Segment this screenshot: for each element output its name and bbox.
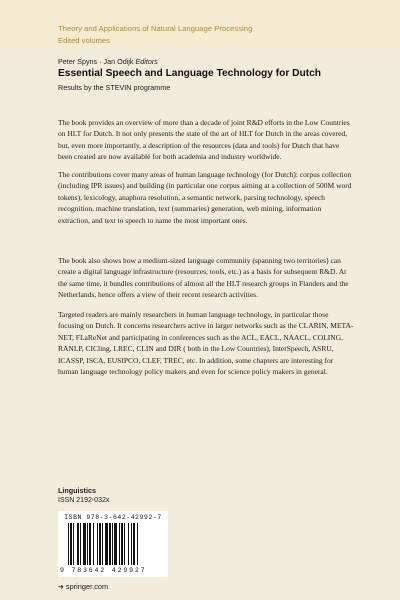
barcode-bar bbox=[105, 523, 108, 565]
subject-category: Linguistics bbox=[58, 486, 96, 495]
barcode-bar bbox=[114, 523, 117, 565]
barcode-bar bbox=[131, 523, 132, 565]
barcode-bar bbox=[80, 523, 81, 565]
blurb-paragraph-1: The book provides an overview of more than a decade of joint R&D efforts in the Low Countries on HLT for Dutch. It not only presents the state of the art of HLT for Dutch in the areas covered, but, even more importantly, a description of the resources (data and tools) for Dutch that have been created are now available for both academia and industry worldwide. bbox=[58, 118, 350, 162]
barcode-bar bbox=[137, 523, 138, 565]
barcode-icon bbox=[68, 523, 158, 567]
book-title: Essential Speech and Language Technology for Dutch bbox=[58, 68, 322, 79]
editor-names: Peter Spyns · Jan Odijk bbox=[58, 57, 134, 66]
barcode-bar bbox=[70, 523, 72, 565]
barcode-bar bbox=[68, 523, 69, 565]
blurb-paragraph-3: The book also shows how a medium-sized language community (spanning two territories) can create a digital language infrastructure (resources, tools, etc.) as a basis for subsequent R&D. At the same time, it bundles contributions of almost all the HLT research groups in Flanders and the Netherlands, hence offers a view of their recent research activities. bbox=[58, 256, 349, 300]
barcode-bar bbox=[102, 523, 103, 565]
arrow-icon: ➜ bbox=[58, 584, 64, 591]
barcode-bar bbox=[93, 523, 94, 565]
publisher-url-text: springer.com bbox=[65, 582, 109, 591]
ean-number: 9 783642 429927 bbox=[60, 567, 147, 574]
barcode-bar bbox=[109, 523, 111, 565]
barcode-box bbox=[58, 511, 168, 577]
book-subtitle: Results by the STEVIN programme bbox=[58, 83, 171, 92]
barcode-bar bbox=[87, 523, 88, 565]
editors-role: Editors bbox=[135, 57, 158, 66]
barcode-bar bbox=[77, 523, 79, 565]
series-title: Theory and Applications of Natural Language Processing bbox=[58, 24, 253, 33]
barcode-bar bbox=[119, 523, 120, 565]
barcode-bar bbox=[112, 523, 113, 565]
editors-line bbox=[58, 57, 158, 66]
series-header bbox=[0, 0, 400, 48]
blurb-paragraph-4: Targeted readers are mainly researchers in human language technology, in particular those focusing on Dutch. It concerns researchers active in larger networks such as the CLARIN, META-NET, FLaReNet and participating in conferences such as the ACL, EACL, NAACL, COLING, RANLP, CICling, LREC, CLIN and DIR ( both in the Low Countries), InterSpeech, ASRU, ICASSP, ISCA, EUSIPCO, CLEF, TREC, etc. In addition, some chapters are interesting for human language technology policy makers and even for science policy makers in general. bbox=[58, 310, 354, 377]
barcode-bar bbox=[73, 523, 74, 565]
barcode-bar bbox=[89, 523, 91, 565]
barcode-bar bbox=[99, 523, 101, 565]
issn-number: ISSN 2192-032x bbox=[58, 497, 110, 504]
barcode-bar bbox=[133, 523, 135, 565]
blurb-paragraph-2: The contributions cover many areas of human language technology (for Dutch): corpus collection (including IPR issues) and building (in particular one corpus aiming at a collection of 500M word tokens), lexicology, anaphora resolution, a semantic network, parsing technology, speech recognition, machine translation, text (summaries) generation, web mining, information extraction, and text to speech to name the most important ones. bbox=[58, 170, 352, 225]
barcode-bar bbox=[97, 523, 98, 565]
barcode-bar bbox=[121, 523, 123, 565]
publisher-url bbox=[58, 582, 108, 591]
barcode-bar bbox=[128, 523, 129, 565]
barcode-bar bbox=[124, 523, 125, 565]
barcode-bar bbox=[83, 523, 86, 565]
series-subtitle: Edited volumes bbox=[58, 36, 110, 45]
isbn-text: ISBN 978-3-642-42992-7 bbox=[64, 514, 162, 521]
